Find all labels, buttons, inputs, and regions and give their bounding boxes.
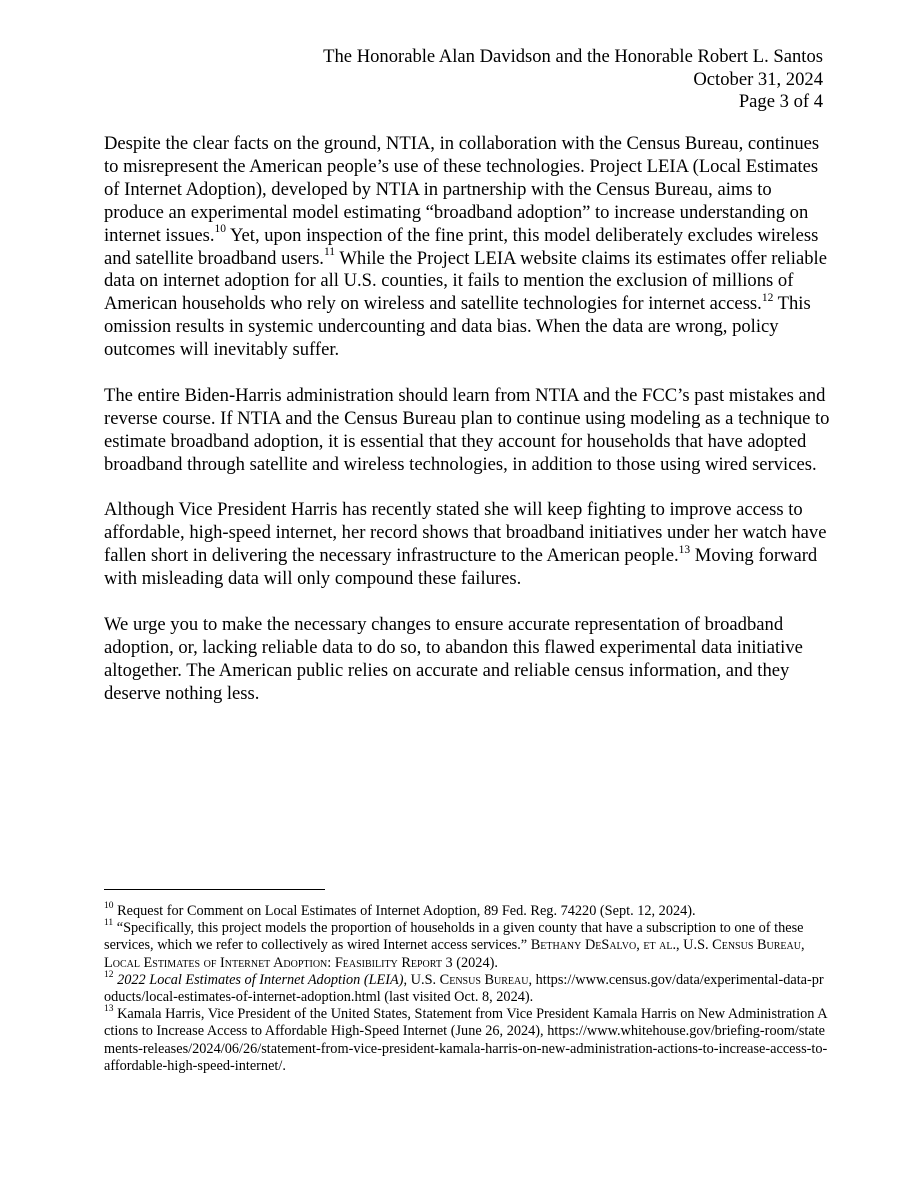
letter-body xyxy=(104,133,830,729)
footnote-11: $^{11}$ “Specifically, this project models the proportion of households in a given county that have a subscription to one of these services, which we refer to collectively as wired Internet access services.” Bethany DeSalvo, et al., U.S. Census Bureau, Local Estimates of Internet Adoption: Feasibility Report 3 (2024). xyxy=(104,918,805,971)
footnotes xyxy=(104,903,828,1075)
footnote-divider xyxy=(104,889,325,890)
paragraph-2: The entire Biden-Harris administration should learn from NTIA and the FCC’s past mistakes and reverse course. If NTIA and the Census Bureau plan to continue using modeling as a technique to estimate broadband adoption, it is essential that they account for households that have adopted broadband through satellite and wireless technologies, in addition to those using wired services. xyxy=(104,384,830,475)
footnote-12: $^{12}$ 2022 Local Estimates of Internet Adoption (LEIA), U.S. Census Bureau, https://www.census.gov/data/experimental-data-products/local-estimates-of-internet-adoption.html (last visited Oct. 8, 2024). xyxy=(104,970,824,1006)
header-page-number: Page 3 of 4 xyxy=(738,91,823,112)
paragraph-1: Despite the clear facts on the ground, NTIA, in collaboration with the Census Bureau, continues to misrepresent the American people’s use of these technologies. Project LEIA (Local Estimates of Internet Adoption), developed by NTIA in partnership with the Census Bureau, aims to produce an experimental model estimating “broadband adoption” to increase understanding on internet issues.$^{10}$ Yet, upon inspection of the fine print, this model deliberately excludes wireless and satellite broadband users.$^{11}$ While the Project LEIA website claims its estimates offer reliable data on internet adoption for all U.S. counties, it fails to mention the exclusion of millions of American households who rely on wireless and satellite technologies for internet access.$^{12}$ This omission results in systemic undercounting and data bias. When the data are wrong, policy outcomes will inevitably suffer. xyxy=(104,133,827,361)
footnote-10: $^{10}$ Request for Comment on Local Estimates of Internet Adoption, 89 Fed. Reg. 74220 (Sept. 12, 2024). xyxy=(104,901,696,919)
footnote-ref-11[interactable]: 11 xyxy=(323,246,336,259)
paragraph-4: We urge you to make the necessary changes to ensure accurate representation of broadband adoption, or, lacking reliable data to do so, to abandon this flawed experimental data initiative altogether. The American public relies on accurate and reliable census information, and they deserve nothing less. xyxy=(104,613,803,704)
citation-title: 2022 Local Estimates of Internet Adoption (LEIA) xyxy=(113,971,404,988)
footnote-13: $^{13}$ Kamala Harris, Vice President of the United States, Statement from Vice President Kamala Harris on New Administration Actions to Increase Access to Affordable High-Speed Internet (June 26, 2024), https://www.whitehouse.gov/briefing-room/statements-releases/2024/06/26/statement-from-vice-president-kamala-harris-on-new-administration-actions-to-increase-access-to-affordable-high-speed-internet/. xyxy=(104,1004,828,1074)
footnote-ref-12[interactable]: 12 xyxy=(761,292,774,305)
header-date: October 31, 2024 xyxy=(693,68,823,90)
citation-author: Bethany DeSalvo, et al., U.S. Census Bureau, Local Estimates of Internet Adoption: Feasibility Report xyxy=(104,937,805,971)
paragraph-3: Although Vice President Harris has recently stated she will keep fighting to improve access to affordable, high-speed internet, her record shows that broadband initiatives under her watch have fallen short in delivering the necessary infrastructure to the American people.$^{13}$ Moving forward with misleading data will only compound these failures. xyxy=(104,499,827,590)
footnote-ref-13[interactable]: 13 xyxy=(678,544,691,557)
citation-source: U.S. Census Bureau xyxy=(410,971,529,988)
letter-header xyxy=(323,46,823,114)
footnote-ref-10[interactable]: 10 xyxy=(214,223,227,236)
header-addressees: The Honorable Alan Davidson and the Honorable Robert L. Santos xyxy=(323,46,823,67)
